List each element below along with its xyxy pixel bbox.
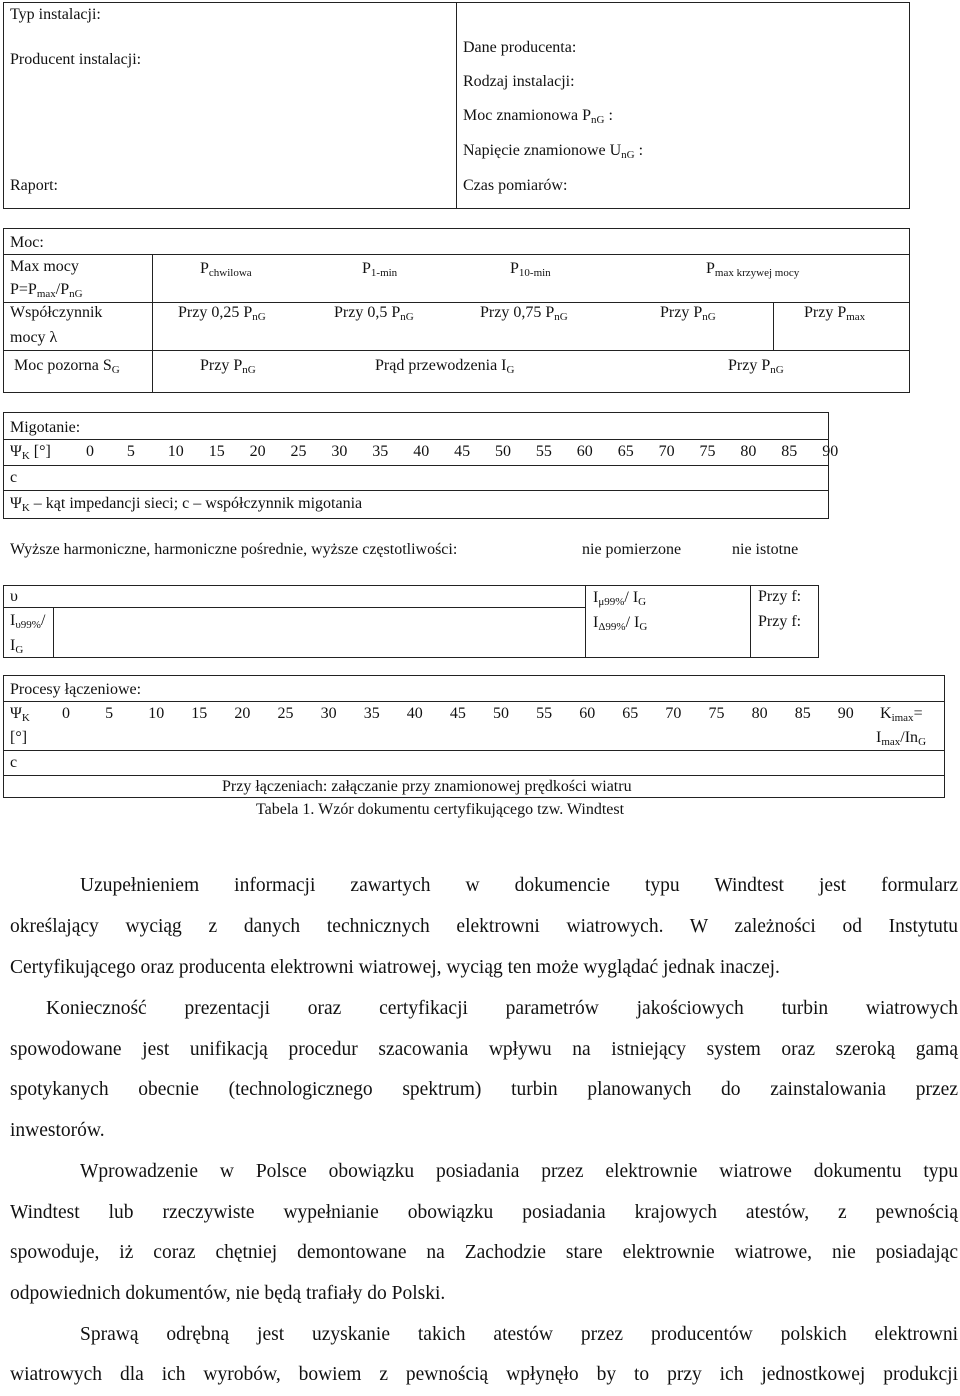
switching-note: Przy łączeniach: załączanie przy znamionowej prędkości wiatru xyxy=(222,778,632,795)
report-label: Raport: xyxy=(10,177,58,194)
flicker-angle-50: 50 xyxy=(495,443,511,460)
paragraph-3-line-4: odpowiednich dokumentów, nie będą trafiały do Polski. xyxy=(10,1283,446,1304)
paragraph-1-line-1: Uzupełnieniem informacji zawartych w dokumencie typu Windtest jest formularz xyxy=(80,875,958,896)
power-factor-lambda-label: mocy λ xyxy=(10,329,58,346)
flicker-angle-10: 10 xyxy=(167,443,184,460)
harmonics-label: Wyższe harmoniczne, harmoniczne pośrednie, wyższe częstotliwości: xyxy=(10,541,458,558)
paragraph-1-line-2: określający wyciąg z danych technicznych elektrowni wiatrowych. W zależności od Instytutu xyxy=(10,916,958,937)
flicker-angle-80: 80 xyxy=(740,443,757,460)
imax-ratio-label: $I_{max}/In_G$ xyxy=(876,729,927,748)
switching-angle-85: 85 xyxy=(794,705,811,722)
paragraph-1-line-3: Certyfikującego oraz producenta elektrowni wiatrowej, wyciąg ten może wyglądać jednak inaczej. xyxy=(10,957,780,978)
flicker-psi-label: $\Psi_K$ [°] xyxy=(10,443,51,462)
flicker-angle-70: 70 xyxy=(658,443,675,460)
paragraph-4-line-1: Sprawą odrębną jest uzyskanie takich atestów przez producentów polskich elektrowni xyxy=(80,1324,958,1345)
at-025-label: Przy 0,25 $P_{nG}$ xyxy=(178,304,266,323)
power-col-line-1 xyxy=(152,254,153,393)
switching-angle-15: 15 xyxy=(191,705,208,722)
paragraph-1 xyxy=(10,866,958,907)
power-row-line-3 xyxy=(3,350,910,351)
max-power-label: Max mocy xyxy=(10,258,79,275)
i-delta-label: $I_{\Delta 99\%}/$ $I_G$ xyxy=(593,614,648,633)
switching-angle-60: 60 xyxy=(579,705,596,722)
producer-data-label: Dane producenta: xyxy=(463,39,577,56)
k-imax-label: $K_{imax}=$ xyxy=(880,705,923,724)
i-mu-label: $I_{\mu 99\%}/$ $I_G$ xyxy=(593,589,647,608)
not-relevant-option: nie istotne xyxy=(732,541,799,558)
flicker-legend: $\Psi_K$ – kąt impedancji sieci; c – współczynnik migotania xyxy=(10,495,363,514)
measurement-time-label: Czas pomiarów: xyxy=(463,177,568,194)
at-png-label: Przy $P_{nG}$ xyxy=(660,304,716,323)
switching-angle-65: 65 xyxy=(622,705,639,722)
flicker-angle-15: 15 xyxy=(208,443,225,460)
paragraph-4-cont xyxy=(10,1355,958,1396)
at-pmax-label: Przy $P_{max}$ xyxy=(804,304,866,323)
i-upsilon-label: $I_{\upsilon 99\%}/$ xyxy=(10,612,46,631)
switching-angle-55: 55 xyxy=(536,705,553,722)
switching-angle-90: 90 xyxy=(837,705,854,722)
paragraph-2-line-1: Konieczność prezentacji oraz certyfikacji parametrów jakościowych turbin wiatrowych xyxy=(46,998,958,1019)
power-row-line-1 xyxy=(3,254,910,255)
flicker-angle-35: 35 xyxy=(372,443,389,460)
paragraph-4-line-2: wiatrowych dla ich wyrobów, bowiem z pewnością wpłynęło by to przy ich jednostkowej produkcji xyxy=(10,1364,958,1385)
installation-type-label: Typ instalacji: xyxy=(10,6,101,23)
flicker-angle-60: 60 xyxy=(576,443,593,460)
at-frequency-label-1: Przy f: xyxy=(758,588,802,605)
flicker-angle-90: 90 xyxy=(822,443,839,460)
header-divider xyxy=(456,2,457,209)
power-factor-label: Współczynnik xyxy=(10,304,103,321)
flicker-angle-5: 5 xyxy=(126,443,135,460)
flicker-angle-30: 30 xyxy=(331,443,348,460)
i-g-label: $I_G$ xyxy=(10,637,24,656)
paragraph-2-line-3: spotykanych obecnie (technologicznego spektrum) turbin planowanych do zainstalowania przez xyxy=(10,1079,958,1100)
installation-producer-label: Producent instalacji: xyxy=(10,51,142,68)
switching-row-line-3 xyxy=(3,775,945,776)
switching-angle-20: 20 xyxy=(234,705,251,722)
flicker-title: Migotanie: xyxy=(10,419,81,436)
upsilon-label: υ xyxy=(10,588,18,605)
switching-angle-80: 80 xyxy=(751,705,768,722)
flicker-row-line-1 xyxy=(3,439,829,440)
at-05-label: Przy 0,5 $P_{nG}$ xyxy=(334,304,414,323)
switching-angle-70: 70 xyxy=(665,705,682,722)
paragraph-3-line-3: spowoduje, iż coraz chętniej demontowane na Zachodzie stare elektrownie wiatrowe, nie posiadając xyxy=(10,1242,958,1263)
p-max-curve-label: $P_{max krzywej mocy}$ xyxy=(706,260,800,279)
paragraph-3-line-1: Wprowadzenie w Polsce obowiązku posiadania przez elektrownie wiatrowe dokumentu typu xyxy=(80,1161,958,1182)
paragraph-2-cont-1 xyxy=(10,1030,958,1071)
power-col-line-2 xyxy=(773,302,774,350)
flicker-row-line-3 xyxy=(3,490,829,491)
switching-psi-label: $\Psi_K$ xyxy=(10,705,30,724)
rated-power-label: Moc znamionowa $P_{nG}$ : xyxy=(463,107,613,126)
installation-kind-label: Rodzaj instalacji: xyxy=(463,73,575,90)
paragraph-1-end xyxy=(10,948,958,989)
at-frequency-label-2: Przy f: xyxy=(758,613,802,630)
flicker-angle-20: 20 xyxy=(249,443,266,460)
p-10min-label: $P_{10-min}$ xyxy=(510,260,551,279)
harmonics-box xyxy=(3,585,819,658)
paragraph-3-end xyxy=(10,1274,958,1315)
flicker-c-label: c xyxy=(10,469,18,486)
p-instant-label: $P_{chwilowa}$ xyxy=(200,260,252,279)
switching-angle-5: 5 xyxy=(105,705,114,722)
p-ratio-label: $P=P_{max}/P_{nG}$ xyxy=(10,281,83,300)
paragraph-2-cont-2 xyxy=(10,1070,958,1111)
paragraph-3-cont-1 xyxy=(10,1193,958,1234)
conduction-current-label: Prąd przewodzenia $I_G$ xyxy=(375,357,515,376)
flicker-angle-85: 85 xyxy=(781,443,798,460)
p-1min-label: $P_{1-min}$ xyxy=(362,260,398,279)
switching-angle-30: 30 xyxy=(320,705,337,722)
paragraph-1-cont xyxy=(10,907,958,948)
switching-row-line-2 xyxy=(3,750,945,751)
harmonics-col-1 xyxy=(53,607,54,658)
not-measured-option: nie pomierzone xyxy=(582,541,682,558)
flicker-angle-65: 65 xyxy=(617,443,634,460)
flicker-angle-25: 25 xyxy=(290,443,307,460)
switching-angle-35: 35 xyxy=(363,705,380,722)
apparent-at-png-label: Przy $P_{nG}$ xyxy=(200,357,256,376)
switching-angle-45: 45 xyxy=(449,705,466,722)
switching-row-line-1 xyxy=(3,701,945,702)
switching-angle-40: 40 xyxy=(406,705,423,722)
switching-angle-75: 75 xyxy=(708,705,725,722)
table-caption: Tabela 1. Wzór dokumentu certyfikującego tzw. Windtest xyxy=(256,801,625,818)
paragraph-3-line-2: Windtest lub rzeczywiste wypełnianie obowiązku posiadania krajowych atestów, z pewnością xyxy=(10,1202,958,1223)
switching-angle-10: 10 xyxy=(148,705,165,722)
paragraph-3 xyxy=(10,1152,958,1193)
switching-c-label: c xyxy=(10,754,18,771)
paragraph-3-cont-2 xyxy=(10,1233,958,1274)
paragraph-2-line-2: spowodowane jest unifikacją procedur szacowania wpływu na istniejący system oraz szeroką gamą xyxy=(10,1039,958,1060)
rated-voltage-label: Napięcie znamionowe $U_{nG}$ : xyxy=(463,142,644,161)
paragraph-4 xyxy=(10,1315,958,1356)
switching-angle-0: 0 xyxy=(62,705,70,722)
flicker-row-line-2 xyxy=(3,465,829,466)
apparent-power-label: Moc pozorna $S_G$ xyxy=(14,357,120,376)
paragraph-2-end xyxy=(10,1111,958,1152)
switching-angle-25: 25 xyxy=(277,705,294,722)
harmonics-col-2 xyxy=(585,585,586,658)
switching-psi-unit: [°] xyxy=(10,729,28,746)
paragraph-2 xyxy=(10,989,958,1030)
harmonics-col-3 xyxy=(750,585,751,658)
flicker-angle-0: 0 xyxy=(86,443,94,460)
flicker-angle-55: 55 xyxy=(535,443,552,460)
paragraph-2-line-4: inwestorów. xyxy=(10,1120,105,1141)
current-at-png-label: Przy $P_{nG}$ xyxy=(728,357,784,376)
flicker-angle-40: 40 xyxy=(413,443,430,460)
harmonics-row-line xyxy=(3,607,585,608)
switching-title: Procesy łączeniowe: xyxy=(10,681,142,698)
at-075-label: Przy 0,75 $P_{nG}$ xyxy=(480,304,568,323)
power-title: Moc: xyxy=(10,234,44,251)
flicker-angle-75: 75 xyxy=(699,443,716,460)
switching-angle-50: 50 xyxy=(493,705,509,722)
flicker-angle-45: 45 xyxy=(454,443,471,460)
